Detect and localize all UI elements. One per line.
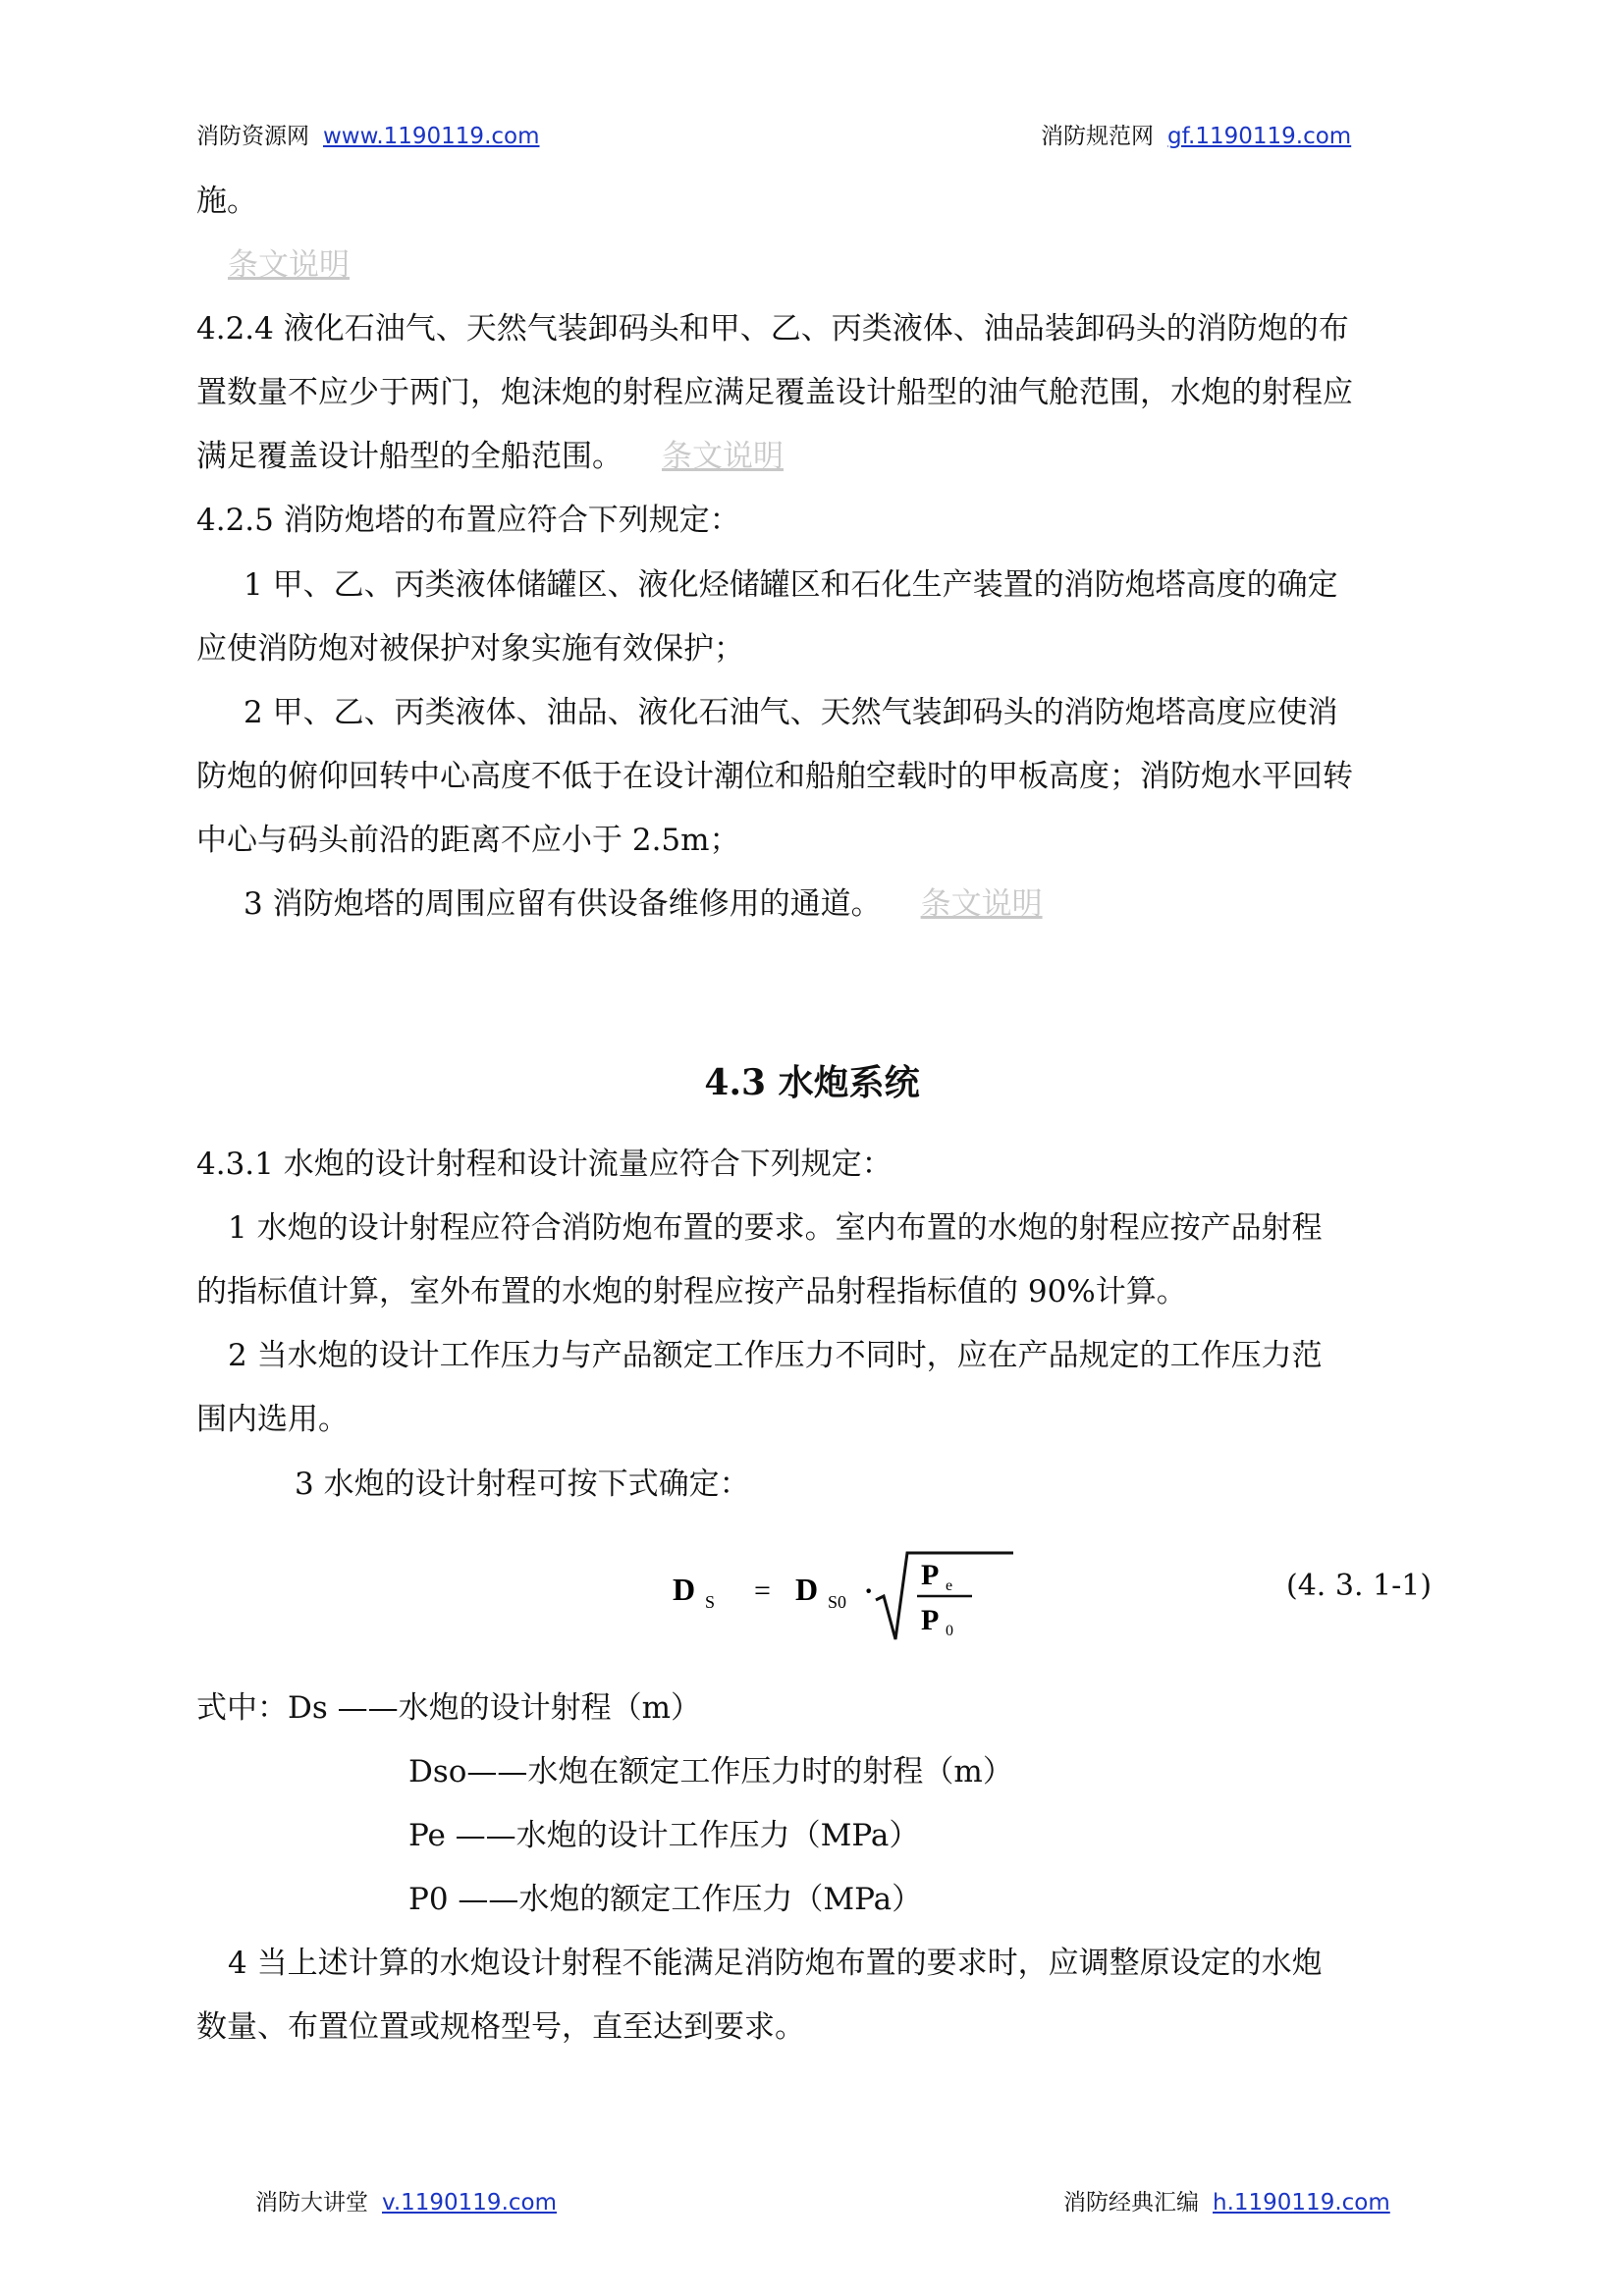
text-line: 置数量不应少于两门，炮沫炮的射程应满足覆盖设计船型的油气舱范围，水炮的射程应 xyxy=(196,375,1353,410)
formula-numerator-sub: e xyxy=(946,1577,953,1594)
note-label[interactable]: 条文说明 xyxy=(228,247,350,283)
header-right-label: 消防规范网 xyxy=(1041,124,1154,149)
text-line: 防炮的俯仰回转中心高度不低于在设计潮位和船舶空载时的甲板高度；消防炮水平回转 xyxy=(196,759,1353,794)
formula-lhs: D xyxy=(673,1572,696,1607)
formula-rhs: D xyxy=(795,1572,819,1607)
text-segment: 满足覆盖设计船型的全船范围。 xyxy=(196,439,623,474)
footer-right-link[interactable]: h.1190119.com xyxy=(1213,2190,1390,2216)
article-note-link-2[interactable]: 条文说明 xyxy=(662,439,784,474)
text-line: 应使消防炮对被保护对象实施有效保护； xyxy=(196,631,744,667)
text-line: 3 水炮的设计射程可按下式确定： xyxy=(295,1467,750,1502)
formula-graphic xyxy=(668,1541,1021,1649)
formula-equals: = xyxy=(754,1575,771,1607)
text-segment: 3 消防炮塔的周围应留有供设备维修用的通道。 xyxy=(244,886,882,922)
text-line xyxy=(196,437,784,476)
formula-denominator-sub: 0 xyxy=(946,1623,953,1639)
formula-4-3-1-1 xyxy=(668,1541,1453,1649)
text-line: 中心与码头前沿的距离不应小于 2.5m； xyxy=(196,823,740,858)
text-line: 施。 xyxy=(196,184,257,219)
text-line: 式中：Ds ——水炮的设计射程（m） xyxy=(196,1690,702,1726)
text-line: 数量、布置位置或规格型号，直至达到要求。 xyxy=(196,2009,805,2045)
text-line: P0 ——水炮的额定工作压力（MPa） xyxy=(408,1882,923,1917)
header-left-label: 消防资源网 xyxy=(196,124,309,149)
header-right-link[interactable]: gf.1190119.com xyxy=(1167,124,1352,149)
section-title: 4.3 水炮系统 xyxy=(704,1062,920,1103)
page-header-right xyxy=(1041,118,1351,150)
formula-rhs-sub: S0 xyxy=(828,1592,847,1612)
header-left-link[interactable]: www.1190119.com xyxy=(323,124,540,149)
text-line: 2 当水炮的设计工作压力与产品额定工作压力不同时，应在产品规定的工作压力范 xyxy=(228,1338,1323,1373)
footer-left-link[interactable]: v.1190119.com xyxy=(382,2190,558,2216)
footer-left-label: 消防大讲堂 xyxy=(255,2190,368,2216)
formula-dot: · xyxy=(864,1576,874,1607)
page-footer-left xyxy=(255,2184,557,2216)
equation-number: (4. 3. 1-1) xyxy=(1286,1569,1433,1603)
text-line: 4.2.5 消防炮塔的布置应符合下列规定： xyxy=(196,503,740,538)
text-line: 4.3.1 水炮的设计射程和设计流量应符合下列规定： xyxy=(196,1147,893,1182)
formula-numerator: P xyxy=(921,1559,940,1591)
text-line: 围内选用。 xyxy=(196,1402,349,1437)
formula-denominator: P xyxy=(921,1604,940,1636)
article-note-link-3[interactable]: 条文说明 xyxy=(920,886,1043,922)
page-footer-right xyxy=(1063,2184,1390,2216)
footer-right-label: 消防经典汇编 xyxy=(1063,2190,1199,2216)
text-line: Dso——水炮在额定工作压力时的射程（m） xyxy=(408,1754,1013,1789)
text-line: Pe ——水炮的设计工作压力（MPa） xyxy=(408,1818,920,1853)
text-line: 4.2.4 液化石油气、天然气装卸码头和甲、乙、丙类液体、油品装卸码头的消防炮的布 xyxy=(196,311,1349,347)
article-note-link-1[interactable] xyxy=(228,245,350,285)
text-line: 2 甲、乙、丙类液体、油品、液化石油气、天然气装卸码头的消防炮塔高度应使消 xyxy=(244,695,1338,730)
text-line xyxy=(244,884,1043,924)
page-header-left xyxy=(196,118,540,150)
text-line: 1 甲、乙、丙类液体储罐区、液化烃储罐区和石化生产装置的消防炮塔高度的确定 xyxy=(244,567,1338,603)
text-line: 1 水炮的设计射程应符合消防炮布置的要求。室内布置的水炮的射程应按产品射程 xyxy=(228,1210,1323,1246)
formula-lhs-sub: S xyxy=(705,1592,716,1612)
text-line: 的指标值计算，室外布置的水炮的射程应按产品射程指标值的 90%计算。 xyxy=(196,1274,1187,1309)
text-line: 4 当上述计算的水炮设计射程不能满足消防炮布置的要求时，应调整原设定的水炮 xyxy=(228,1946,1323,1981)
